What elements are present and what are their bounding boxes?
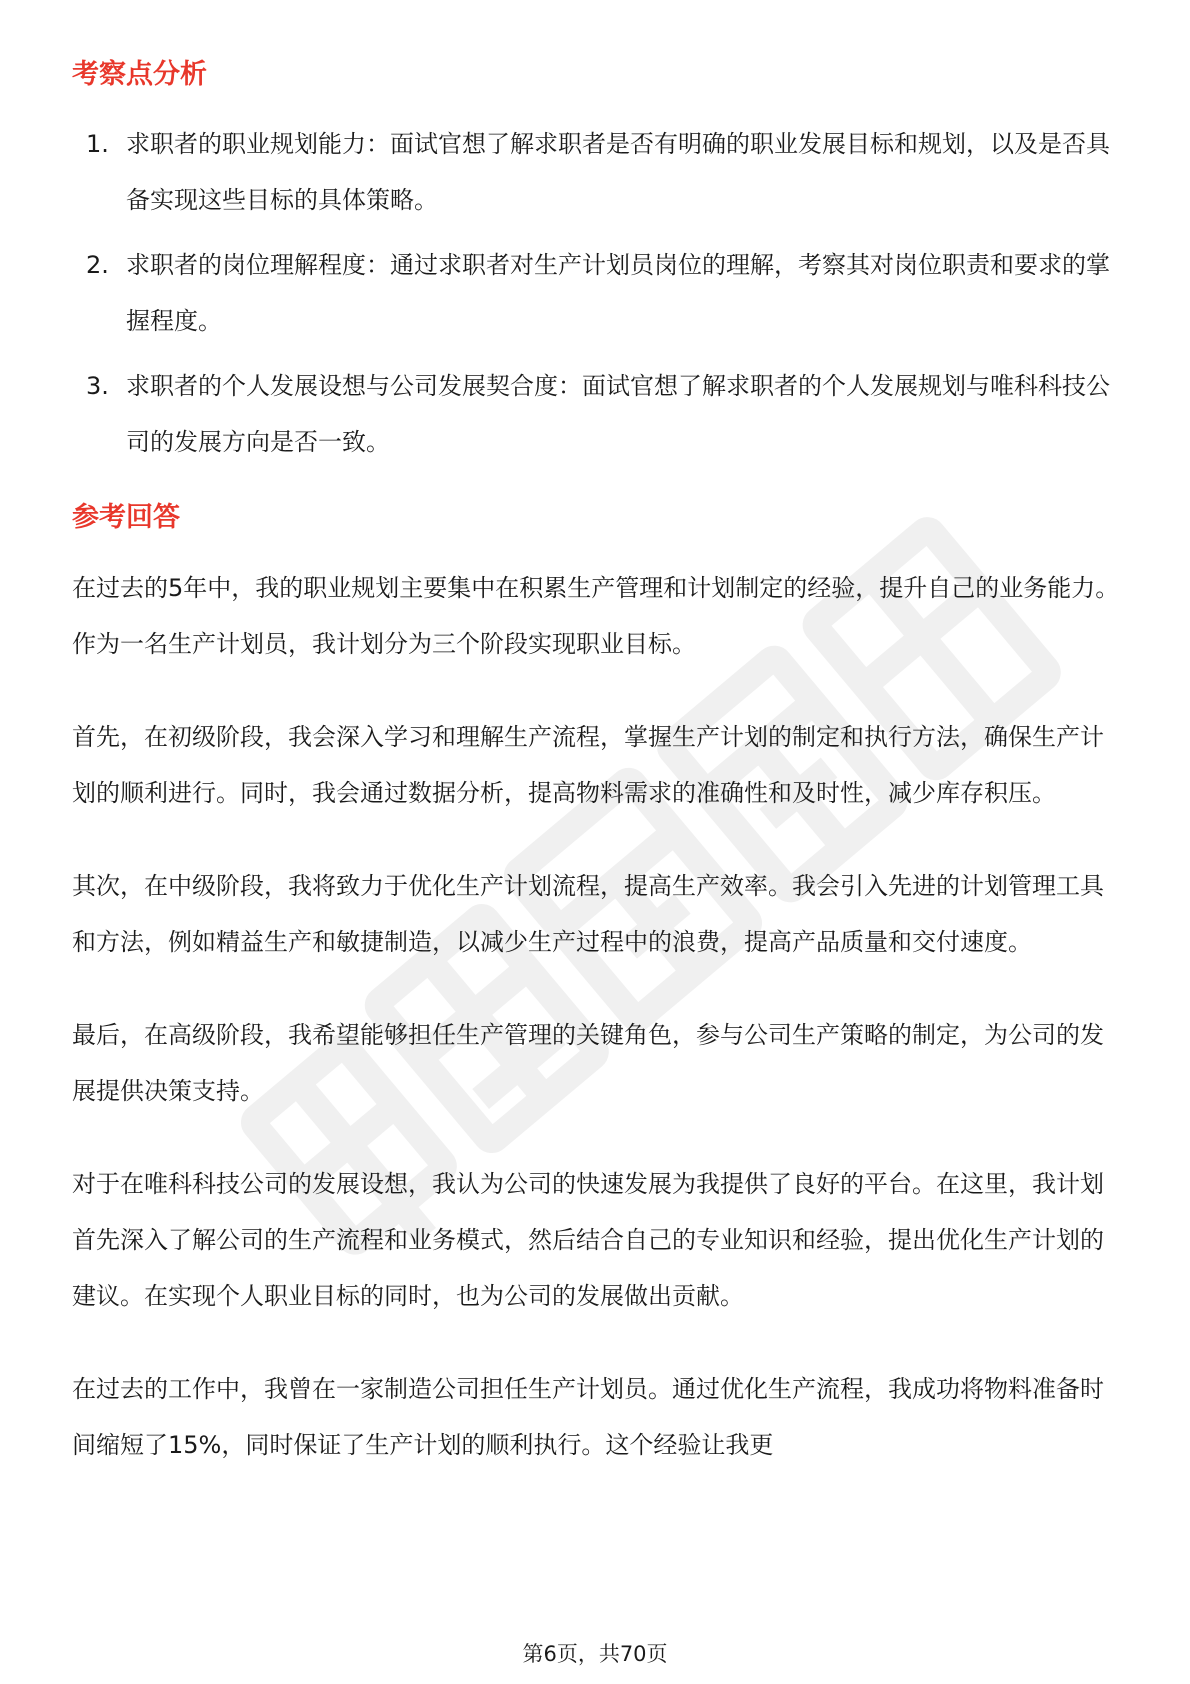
answer-paragraph: 在过去的5年中，我的职业规划主要集中在积累生产管理和计划制定的经验，提升自己的业务能力。作为一名生产计划员，我计划分为三个阶段实现职业目标。: [72, 574, 1120, 658]
list-item-number: 2.: [86, 251, 109, 279]
answer-paragraph: 最后，在高级阶段，我希望能够担任生产管理的关键角色，参与公司生产策略的制定，为公司的发展提供决策支持。: [72, 1021, 1104, 1105]
section-title-answer: 参考回答: [72, 502, 180, 533]
list-item-text: 求职者的职业规划能力：面试官想了解求职者是否有明确的职业发展目标和规划，以及是否具备实现这些目标的具体策略。: [126, 130, 1110, 214]
answer-paragraph: 其次，在中级阶段，我将致力于优化生产计划流程，提高生产效率。我会引入先进的计划管理工具和方法，例如精益生产和敏捷制造，以减少生产过程中的浪费，提高产品质量和交付速度。: [72, 872, 1104, 956]
list-item: [72, 116, 1122, 228]
answer-body: [72, 560, 1122, 1510]
list-item-text: 求职者的个人发展设想与公司发展契合度：面试官想了解求职者的个人发展规划与唯科科技公司的发展方向是否一致。: [126, 372, 1110, 456]
answer-paragraph: 对于在唯科科技公司的发展设想，我认为公司的快速发展为我提供了良好的平台。在这里，我计划首先深入了解公司的生产流程和业务模式，然后结合自己的专业知识和经验，提出优化生产计划的建议。在实现个人职业目标的同时，也为公司的发展做出贡献。: [72, 1170, 1104, 1310]
answer-paragraph: 首先，在初级阶段，我会深入学习和理解生产流程，掌握生产计划的制定和执行方法，确保生产计划的顺利进行。同时，我会通过数据分析，提高物料需求的准确性和及时性，减少库存积压。: [72, 723, 1104, 807]
list-item-number: 1.: [86, 130, 109, 158]
list-item-number: 3.: [86, 372, 109, 400]
answer-paragraph: 在过去的工作中，我曾在一家制造公司担任生产计划员。通过优化生产流程，我成功将物料准备时间缩短了15%，同时保证了生产计划的顺利执行。这个经验让我更: [72, 1375, 1104, 1459]
list-item: [72, 237, 1122, 349]
analysis-list: [72, 116, 1122, 479]
list-item: [72, 358, 1122, 470]
page-number: 第6页，共70页: [522, 1642, 668, 1666]
section-title-analysis: 考察点分析: [72, 59, 207, 90]
list-item-text: 求职者的岗位理解程度：通过求职者对生产计划员岗位的理解，考察其对岗位职责和要求的掌握程度。: [126, 251, 1110, 335]
